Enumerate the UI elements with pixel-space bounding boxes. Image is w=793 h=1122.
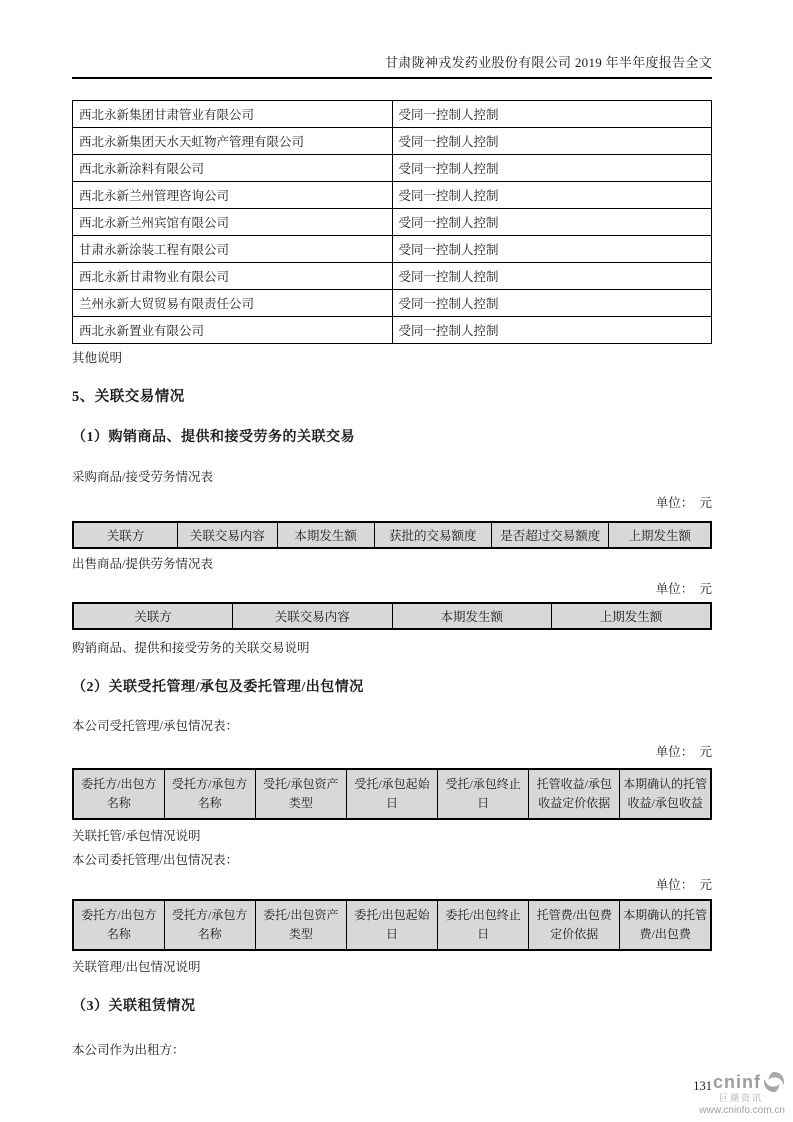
related-parties-table xyxy=(72,100,712,344)
column-header: 关联交易内容 xyxy=(233,603,393,629)
related-party-name-cell: 西北永新涂料有限公司 xyxy=(73,155,393,182)
column-header: 上期发生额 xyxy=(552,603,712,629)
control-relation-cell: 受同一控制人控制 xyxy=(392,317,712,344)
control-relation-cell: 受同一控制人控制 xyxy=(392,182,712,209)
related-party-name-cell: 兰州永新大贸贸易有限责任公司 xyxy=(73,290,393,317)
column-header: 托管费/出包费定价依据 xyxy=(529,900,620,950)
sales-table-caption: 出售商品/提供劳务情况表 xyxy=(72,557,213,571)
outsourced-management-table xyxy=(72,899,712,951)
column-header: 关联方 xyxy=(73,603,233,629)
column-header: 托管收益/承包收益定价依据 xyxy=(529,769,620,819)
purchase-table-caption: 采购商品/接受劳务情况表 xyxy=(72,470,213,484)
table-header-row xyxy=(73,900,711,950)
control-relation-cell: 受同一控制人控制 xyxy=(392,101,712,128)
table-row xyxy=(73,236,712,263)
sales-table xyxy=(72,602,712,630)
control-relation-cell: 受同一控制人控制 xyxy=(392,209,712,236)
column-header: 受托/承包资产类型 xyxy=(255,769,346,819)
related-party-name-cell: 西北永新甘肃物业有限公司 xyxy=(73,263,393,290)
control-relation-cell: 受同一控制人控制 xyxy=(392,155,712,182)
lessor-label: 本公司作为出租方： xyxy=(72,1043,185,1057)
related-party-name-cell: 西北永新兰州宾馆有限公司 xyxy=(73,209,393,236)
report-header-title: 甘肃陇神戎发药业股份有限公司 2019 年半年度报告全文 xyxy=(385,55,712,70)
column-header: 关联方 xyxy=(73,522,178,548)
subsection-1-heading: （1）购销商品、提供和接受劳务的关联交易 xyxy=(72,430,355,445)
entrusted-management-table xyxy=(72,768,712,820)
table-row xyxy=(73,182,712,209)
cninfo-swirl-icon xyxy=(763,1071,785,1093)
column-header: 受托/承包起始日 xyxy=(346,769,437,819)
column-header: 获批的交易额度 xyxy=(374,522,491,548)
table-row xyxy=(73,290,712,317)
control-relation-cell: 受同一控制人控制 xyxy=(392,263,712,290)
unit-label: 单位： 元 xyxy=(655,582,712,596)
section-5-heading: 5、关联交易情况 xyxy=(72,389,185,405)
related-party-name-cell: 甘肃永新涂装工程有限公司 xyxy=(73,236,393,263)
column-header: 委托/出包资产类型 xyxy=(255,900,346,950)
column-header: 上期发生额 xyxy=(609,522,711,548)
unit-label: 单位： 元 xyxy=(655,496,712,510)
column-header: 本期确认的托管收益/承包收益 xyxy=(620,769,711,819)
column-header: 委托方/出包方名称 xyxy=(73,900,164,950)
table-row xyxy=(73,209,712,236)
table-header-row xyxy=(73,603,711,629)
related-party-name-cell: 西北永新兰州管理咨询公司 xyxy=(73,182,393,209)
table-header-row xyxy=(73,522,711,548)
page-header xyxy=(72,0,712,79)
outsourced-note: 关联管理/出包情况说明 xyxy=(72,960,201,974)
table-row xyxy=(73,128,712,155)
cninfo-logo-text: cninf xyxy=(713,1071,761,1092)
outsourced-table-caption: 本公司委托管理/出包情况表： xyxy=(72,853,238,867)
column-header: 是否超过交易额度 xyxy=(492,522,609,548)
table-row xyxy=(73,155,712,182)
column-header: 本期发生额 xyxy=(392,603,552,629)
column-header: 委托/出包起始日 xyxy=(346,900,437,950)
column-header: 委托/出包终止日 xyxy=(438,900,529,950)
control-relation-cell: 受同一控制人控制 xyxy=(392,236,712,263)
table-row xyxy=(73,101,712,128)
table-row xyxy=(73,317,712,344)
column-header: 受托方/承包方名称 xyxy=(164,769,255,819)
cninfo-logo-row xyxy=(699,1071,785,1093)
subsection-2-heading: （2）关联受托管理/承包及委托管理/出包情况 xyxy=(72,680,364,695)
purchase-table xyxy=(72,521,712,549)
column-header: 本期发生额 xyxy=(277,522,374,548)
purchase-sales-note: 购销商品、提供和接受劳务的关联交易说明 xyxy=(72,641,310,655)
other-notes-label: 其他说明 xyxy=(72,351,123,365)
page-number: 131 xyxy=(693,1079,712,1093)
control-relation-cell: 受同一控制人控制 xyxy=(392,290,712,317)
column-header: 本期确认的托管费/出包费 xyxy=(620,900,711,950)
unit-label: 单位： 元 xyxy=(655,745,712,759)
table-header-row xyxy=(73,769,711,819)
column-header: 委托方/出包方名称 xyxy=(73,769,164,819)
column-header: 受托方/承包方名称 xyxy=(164,900,255,950)
cninfo-logo xyxy=(699,1071,789,1116)
related-party-name-cell: 西北永新集团甘肃管业有限公司 xyxy=(73,101,393,128)
column-header: 受托/承包终止日 xyxy=(438,769,529,819)
cninfo-logo-url: www.cninfo.com.cn xyxy=(699,1104,785,1116)
column-header: 关联交易内容 xyxy=(178,522,278,548)
subsection-3-heading: （3）关联租赁情况 xyxy=(72,999,196,1014)
entrusted-note: 关联托管/承包情况说明 xyxy=(72,829,201,843)
table-row xyxy=(73,263,712,290)
unit-label: 单位： 元 xyxy=(655,878,712,892)
control-relation-cell: 受同一控制人控制 xyxy=(392,128,712,155)
related-party-name-cell: 西北永新集团天水天虹物产管理有限公司 xyxy=(73,128,393,155)
entrusted-table-caption: 本公司受托管理/承包情况表： xyxy=(72,719,238,733)
cninfo-logo-cn: 巨潮资讯 xyxy=(718,1093,763,1104)
related-party-name-cell: 西北永新置业有限公司 xyxy=(73,317,393,344)
